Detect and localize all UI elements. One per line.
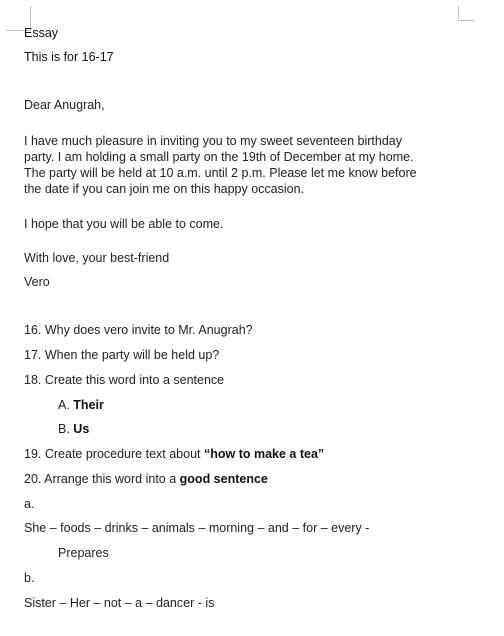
letter-body-line: party. I am holding a small party on the 19th of December at my home. — [24, 150, 414, 164]
question-18: 18. Create this word into a sentence — [24, 373, 225, 387]
document-subtitle: This is for 16-17 — [24, 50, 114, 64]
item-b-line: Sister – Her – not – a – dancer - is — [24, 596, 215, 610]
option-a-label: A. — [58, 398, 74, 412]
option-a-word: Their — [73, 398, 104, 412]
letter-closing: With love, your best-friend — [24, 251, 170, 265]
letter-signature: Vero — [24, 275, 50, 289]
question-18-option-a — [58, 397, 104, 413]
question-20 — [24, 471, 268, 487]
question-16: 16. Why does vero invite to Mr. Anugrah? — [24, 323, 253, 337]
item-a-line-1: She – foods – drinks – animals – morning – and – for – every - — [24, 521, 370, 535]
item-a-line-2: Prepares — [58, 546, 109, 560]
question-18-option-b — [58, 421, 89, 437]
question-19-topic: “how to make a tea” — [203, 447, 325, 461]
document-title: Essay — [24, 26, 59, 40]
letter-greeting: Dear Anugrah, — [24, 98, 105, 112]
page-margin-corner-right — [458, 6, 475, 21]
item-a-label: a. — [24, 497, 35, 511]
letter-body-line: The party will be held at 10 a.m. until 2 p.m. Please let me know before — [24, 166, 417, 180]
question-20-text: 20. Arrange this word into a — [24, 472, 180, 486]
option-b-word: Us — [73, 422, 90, 436]
option-b-label: B. — [58, 422, 74, 436]
letter-body-line: I have much pleasure in inviting you to my sweet seventeen birthday — [24, 134, 402, 148]
letter-hope-line: I hope that you will be able to come. — [24, 217, 224, 231]
question-19-text: 19. Create procedure text about — [24, 447, 204, 461]
question-20-emphasis: good sentence — [179, 472, 268, 486]
item-b-label: b. — [24, 571, 35, 585]
question-17: 17. When the party will be held up? — [24, 348, 220, 362]
letter-body-line: the date if you can join me on this happy occasion. — [24, 182, 305, 196]
question-19 — [24, 446, 324, 462]
